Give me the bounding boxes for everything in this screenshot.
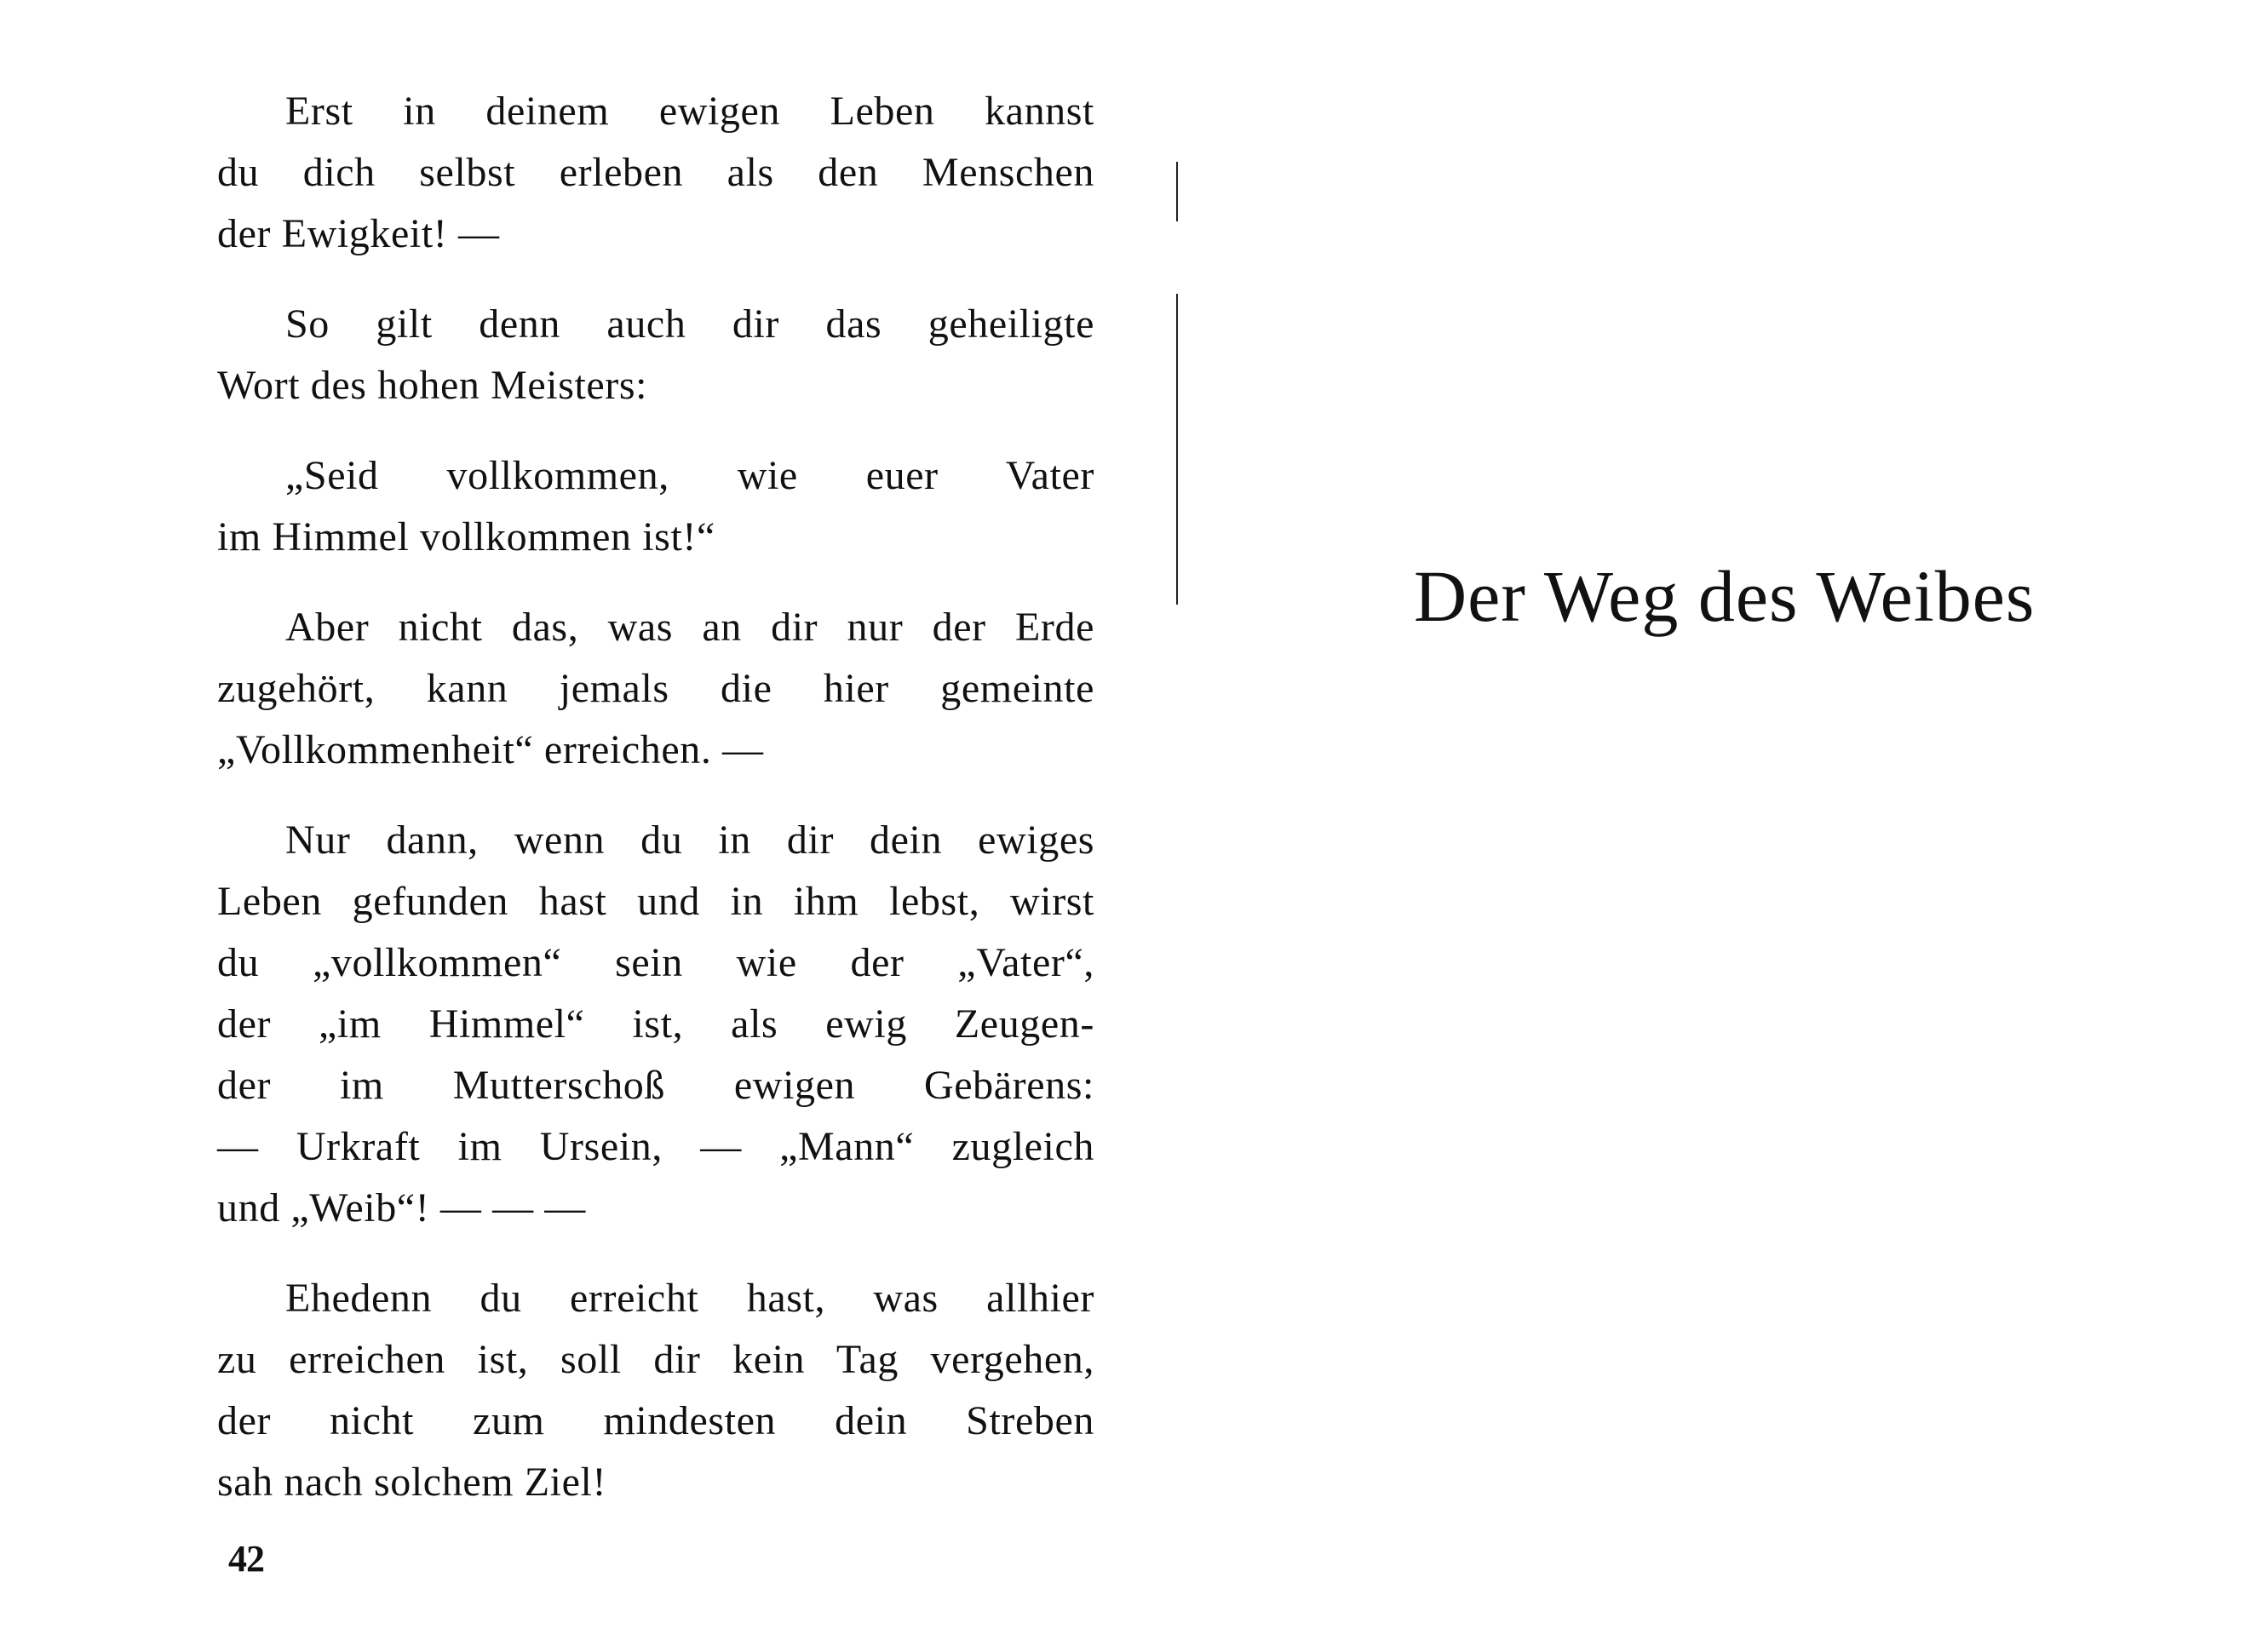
body-text (217, 81, 1094, 1542)
text-line: Leben gefunden hast und in ihm lebst, wirst (217, 879, 1094, 924)
paragraph (217, 597, 1094, 781)
text-line: im Himmel vollkommen ist!“ (217, 514, 715, 559)
text-line: der im Mutterschoß ewigen Gebärens: (217, 1063, 1094, 1108)
text-line: sah nach solchem Ziel! (217, 1460, 607, 1505)
text-line: Nur dann, wenn du in dir dein ewiges (285, 817, 1094, 863)
text-line: Aber nicht das, was an dir nur der Erde (285, 605, 1094, 650)
paragraph (217, 1268, 1094, 1513)
page-number: 42 (228, 1538, 264, 1580)
text-line: und „Weib“! — — — (217, 1185, 586, 1230)
text-line: du „vollkommen“ sein wie der „Vater“, (217, 940, 1094, 985)
right-page (1175, 0, 2257, 1652)
text-line: du dich selbst erleben als den Menschen (217, 150, 1094, 195)
text-line: „Vollkommenheit“ erreichen. — (217, 727, 764, 772)
quotation (217, 445, 1094, 568)
paragraph (217, 294, 1094, 416)
text-line: zu erreichen ist, soll dir kein Tag vergehen, (217, 1337, 1094, 1382)
text-line: der Ewigkeit! — (217, 211, 500, 256)
text-line: zugehört, kann jemals die hier gemeinte (217, 666, 1094, 711)
text-line: Ehedenn du erreicht hast, was allhier (285, 1276, 1094, 1321)
paragraph (217, 81, 1094, 265)
text-line: Erst in deinem ewigen Leben kannst (285, 89, 1094, 134)
paragraph (217, 810, 1094, 1239)
text-line: Wort des hohen Meisters: (217, 363, 648, 408)
text-line: der „im Himmel“ ist, als ewig Zeugen- (217, 1001, 1094, 1047)
section-title: Der Weg des Weibes (1414, 555, 2036, 637)
text-line: der nicht zum mindesten dein Streben (217, 1398, 1094, 1443)
text-line: So gilt denn auch dir das geheiligte (285, 301, 1094, 347)
text-line: — Urkraft im Ursein, — „Mann“ zugleich (217, 1124, 1094, 1169)
text-line: „Seid vollkommen, wie euer Vater (285, 453, 1094, 498)
